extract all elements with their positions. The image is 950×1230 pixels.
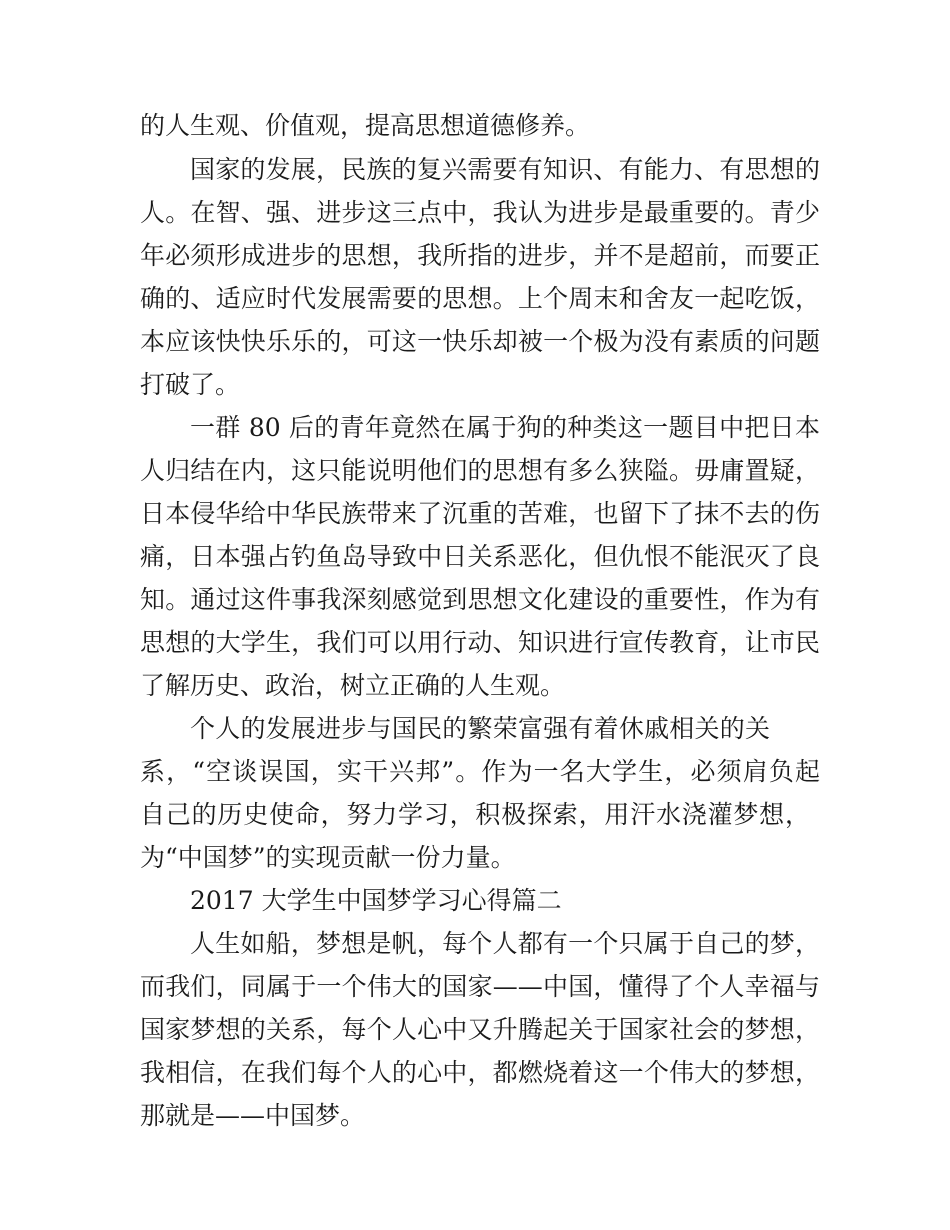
text-line: 痛，日本强占钓鱼岛导致中日关系恶化，但仇恨不能泯灭了良 [140,542,820,571]
text-line: 自己的历史使命，努力学习，积极探索，用汗水浇灌梦想， [140,800,810,829]
text-line: 系，“空谈误国，实干兴邦”。作为一名大学生，必须肩负起 [140,757,820,786]
paragraph-first-line: 个人的发展进步与国民的繁荣富强有着休戚相关的关 [190,714,770,743]
text-line: 人。在智、强、进步这三点中，我认为进步是最重要的。青少 [140,198,820,227]
paragraph-first-line: 人生如船，梦想是帆，每个人都有一个只属于自己的梦， [190,929,820,958]
text-line: 的人生观、价值观，提高思想道德修养。 [140,111,591,140]
text-line: 打破了。 [140,370,241,399]
section-heading: 2017 大学生中国梦学习心得篇二 [190,886,562,915]
text-line: 年必须形成进步的思想，我所指的进步，并不是超前，而要正 [140,241,820,270]
text-line: 了解历史、政治，树立正确的人生观。 [140,671,566,700]
paragraph-first-line: 国家的发展，民族的复兴需要有知识、有能力、有思想的 [190,155,820,184]
text-line: 而我们，同属于一个伟大的国家——中国，懂得了个人幸福与 [140,972,820,1001]
text-line: 我相信，在我们每个人的心中，都燃烧着这一个伟大的梦想， [140,1058,820,1087]
text-line: 确的、适应时代发展需要的思想。上个周末和舍友一起吃饭， [140,284,820,313]
text-line: 那就是——中国梦。 [140,1101,366,1130]
text-line: 本应该快快乐乐的，可这一快乐却被一个极为没有素质的问题 [140,327,820,356]
text-line: 思想的大学生，我们可以用行动、知识进行宣传教育，让市民 [140,628,820,657]
text-line: 国家梦想的关系，每个人心中又升腾起关于国家社会的梦想， [140,1015,820,1044]
text-line: 知。通过这件事我深刻感觉到思想文化建设的重要性，作为有 [140,585,820,614]
paragraph-first-line: 一群 80 后的青年竟然在属于狗的种类这一题目中把日本 [190,413,820,442]
text-line: 为“中国梦”的实现贡献一份力量。 [140,843,516,872]
text-line: 人归结在内，这只能说明他们的思想有多么狭隘。毋庸置疑， [140,456,820,485]
text-line: 日本侵华给中华民族带来了沉重的苦难，也留下了抹不去的伤 [140,499,820,528]
